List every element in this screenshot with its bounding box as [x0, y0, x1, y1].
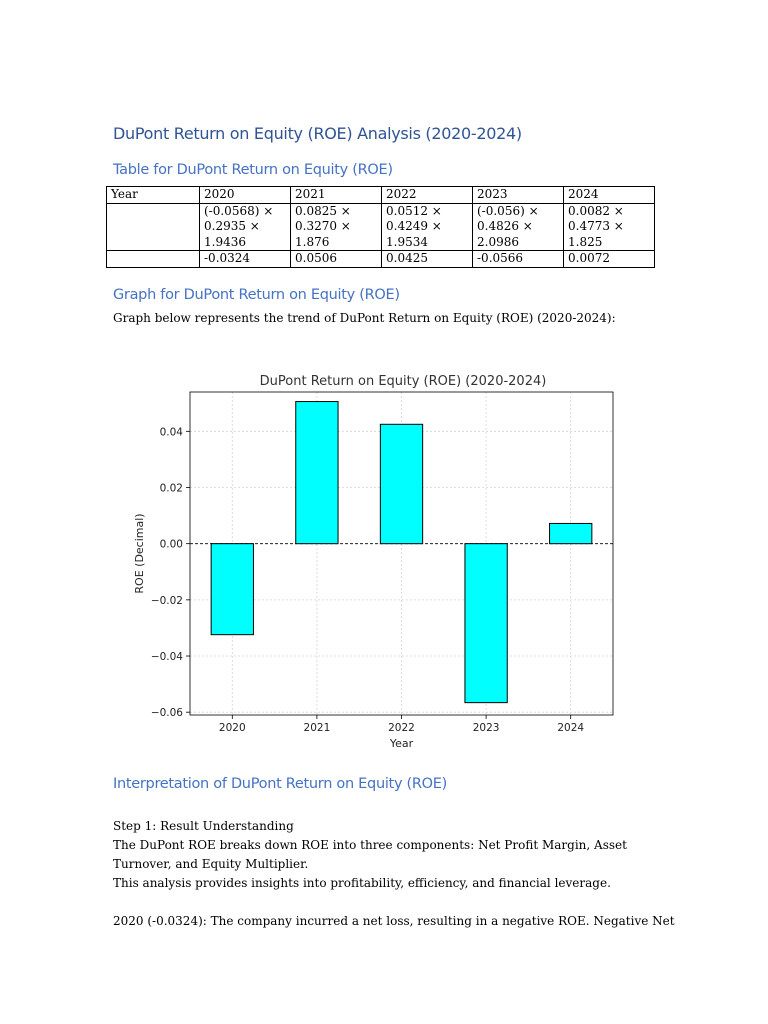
table-header-cell: 2021: [291, 187, 382, 204]
table-heading: Table for DuPont Return on Equity (ROE): [113, 162, 393, 178]
table-cell: [291, 203, 382, 251]
interpretation-line: Turnover, and Equity Multiplier.: [113, 857, 309, 871]
formula-line: 0.0825 ×: [295, 203, 351, 218]
x-tick-label: 2020: [218, 722, 246, 734]
interpretation-line: This analysis provides insights into profitability, efficiency, and financial leverage.: [113, 876, 611, 890]
page-title: DuPont Return on Equity (ROE) Analysis (2020-2024): [113, 124, 522, 143]
formula-line: 0.4773 ×: [568, 219, 624, 233]
interpretation-heading: Interpretation of DuPont Return on Equity (ROE): [113, 776, 447, 792]
formula-line: 1.9436: [204, 234, 246, 249]
table-header-cell: 2020: [200, 187, 291, 204]
formula-line: 1.825: [568, 234, 603, 249]
table-header-cell: Year: [107, 187, 200, 204]
roe-bar-chart: [128, 360, 628, 750]
interpretation-line: Step 1: Result Understanding: [113, 819, 294, 833]
formula-line: 0.3270 ×: [295, 219, 351, 233]
y-tick-label: 0.00: [159, 538, 183, 551]
table-cell: [564, 203, 655, 251]
table-cell: 0.0425: [382, 251, 473, 268]
y-tick-label: −0.02: [150, 594, 183, 607]
graph-intro-text: Graph below represents the trend of DuPont Return on Equity (ROE) (2020-2024):: [113, 311, 616, 325]
table-formula-row: [107, 203, 655, 251]
table-cell: -0.0324: [200, 251, 291, 268]
table-cell: [107, 251, 200, 268]
table-result-row: [107, 251, 655, 268]
formula-line: 1.9534: [386, 234, 428, 249]
interpretation-body: [113, 817, 627, 893]
table-header-cell: 2022: [382, 187, 473, 204]
formula-line: 0.2935 ×: [204, 219, 260, 233]
formula-line: 2.0986: [477, 234, 519, 249]
formula-line: 0.4826 ×: [477, 219, 533, 233]
bar-2023: [465, 544, 507, 703]
table-cell: [200, 203, 291, 251]
x-tick-label: 2023: [472, 722, 500, 734]
formula-line: (-0.056) ×: [477, 203, 539, 218]
table-cell: [473, 203, 564, 251]
y-tick-label: 0.02: [159, 482, 183, 495]
formula-line: 1.876: [295, 234, 330, 249]
table-cell: [107, 203, 200, 251]
graph-heading: Graph for DuPont Return on Equity (ROE): [113, 287, 400, 303]
formula-line: (-0.0568) ×: [204, 203, 274, 218]
x-tick-label: 2022: [388, 722, 415, 734]
x-tick-label: 2024: [557, 722, 585, 734]
table-header-cell: 2023: [473, 187, 564, 204]
bar-2022: [380, 424, 422, 543]
formula-line: 0.4249 ×: [386, 219, 442, 233]
bar-2020: [211, 544, 253, 635]
table-cell: 0.0072: [564, 251, 655, 268]
x-axis-label: Year: [389, 737, 414, 750]
paragraph-2020: 2020 (-0.0324): The company incurred a net loss, resulting in a negative ROE. Negative Net: [113, 914, 675, 928]
table-header-cell: 2024: [564, 187, 655, 204]
roe-table: [106, 186, 655, 268]
chart-title: DuPont Return on Equity (ROE) (2020-2024): [259, 374, 547, 389]
y-tick-label: −0.06: [150, 707, 183, 720]
y-tick-label: 0.04: [159, 426, 183, 439]
y-axis-label: ROE (Decimal): [133, 513, 146, 594]
x-tick-label: 2021: [303, 722, 331, 734]
table-cell: -0.0566: [473, 251, 564, 268]
table-header-row: [107, 187, 655, 204]
table-cell: 0.0506: [291, 251, 382, 268]
formula-line: 0.0082 ×: [568, 203, 624, 218]
bar-2021: [296, 402, 338, 544]
formula-line: 0.0512 ×: [386, 203, 442, 218]
y-tick-label: −0.04: [150, 651, 183, 664]
bar-2024: [550, 523, 592, 543]
interpretation-line: The DuPont ROE breaks down ROE into three components: Net Profit Margin, Asset: [113, 838, 627, 852]
table-cell: [382, 203, 473, 251]
